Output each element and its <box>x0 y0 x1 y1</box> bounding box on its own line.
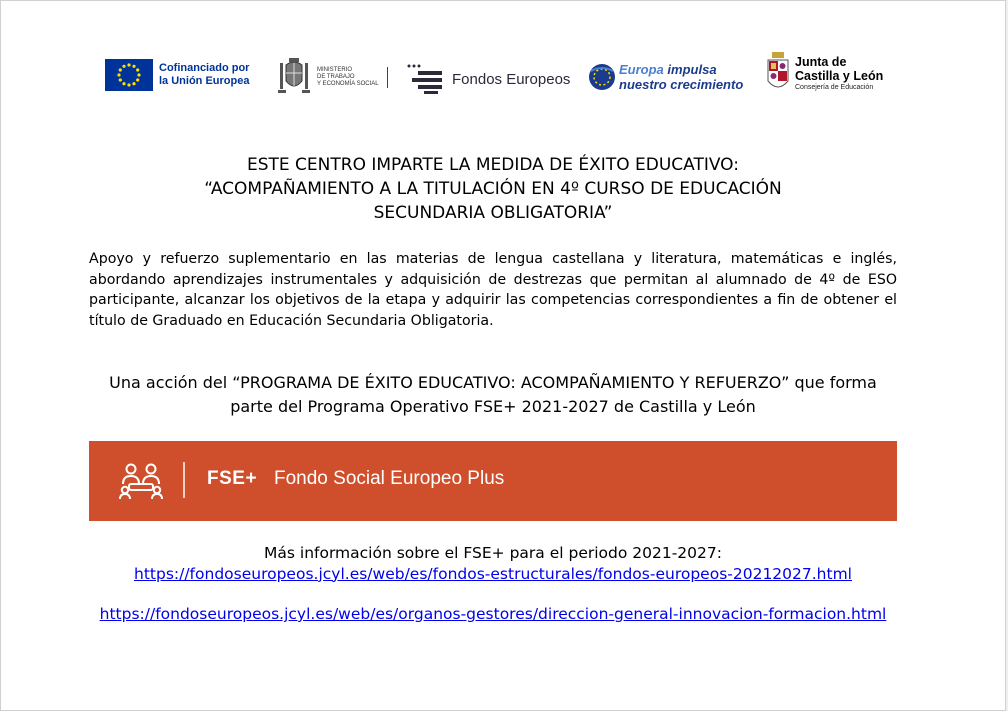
europa-impulsa-logo <box>587 57 743 97</box>
people-group-icon <box>119 462 165 500</box>
fse-plus-name: Fondo Social Europeo Plus <box>274 468 505 489</box>
ministry-line2: DE TRABAJO <box>317 73 355 80</box>
eu-text-line1: Cofinanciado por <box>159 62 250 74</box>
impulsa-word: impulsa <box>667 62 717 77</box>
jcyl-line1: Junta de <box>795 55 847 69</box>
fse-plus-label: FSE+ <box>207 468 258 489</box>
heading-line2: “ACOMPAÑAMIENTO A LA TITULACIÓN EN 4º CURSO DE EDUCACIÓN <box>204 179 782 199</box>
spain-coat-of-arms-icon <box>277 57 311 97</box>
jcyl-line3: Consejería de Educación <box>795 84 874 91</box>
second-link-section <box>89 604 897 625</box>
europa-globe-icon <box>587 57 617 97</box>
organos-gestores-link[interactable]: https://fondoseuropeos.jcyl.es/web/es/organos-gestores/direccion-general-innovacion-formacion.html <box>99 605 887 623</box>
ministry-line3: Y ECONOMÍA SOCIAL <box>317 80 379 87</box>
junta-castilla-leon-logo <box>765 51 883 97</box>
program-paragraph: Una acción del “PROGRAMA DE ÉXITO EDUCATIVO: ACOMPAÑAMIENTO Y REFUERZO” que forma parte del Programa Operativo FSE+ 2021-2027 de Castilla y León <box>109 373 877 416</box>
ministry-logo <box>277 57 388 97</box>
fondos-europeos-icon <box>406 63 444 95</box>
fondos-2021-2027-link[interactable]: https://fondoseuropeos.jcyl.es/web/es/fondos-estructurales/fondos-europeos-20212027.html <box>134 564 852 583</box>
fondos-europeos-logo <box>406 63 570 95</box>
fondos-europeos-text: Fondos Europeos <box>452 70 571 88</box>
logo-strip <box>101 51 901 107</box>
europa-impulsa-line2: nuestro crecimiento <box>619 77 744 92</box>
heading-line3: SECUNDARIA OBLIGATORIA” <box>373 203 613 223</box>
ministry-line1: MINISTERIO <box>317 66 353 73</box>
fse-plus-banner <box>89 441 897 521</box>
jcyl-line2: Castilla y León <box>795 69 884 83</box>
eu-text-line2: la Unión Europea <box>159 75 250 87</box>
castilla-leon-shield-icon <box>765 51 791 97</box>
europa-word: Europa <box>619 62 664 77</box>
info-label: Más información sobre el FSE+ para el periodo 2021-2027: <box>264 544 722 562</box>
heading-line1: ESTE CENTRO IMPARTE LA MEDIDA DE ÉXITO EDUCATIVO: <box>247 155 739 175</box>
eu-flag-icon <box>105 59 153 91</box>
description-paragraph: Apoyo y refuerzo suplementario en las materias de lengua castellana y literatura, matemáticas e inglés, abordando aprendizajes instrumentales y adquisición de destrezas que permitan al alumnado de 4º de ESO participante, alcanzar los objetivos de la etapa y adquirir las competencias correspondientes a fin de obtener el título de Graduado en Educación Secundaria Obligatoria. <box>89 251 897 329</box>
banner-divider <box>183 462 185 498</box>
info-section <box>89 543 897 584</box>
document-heading <box>89 153 897 225</box>
eu-cofunding-logo <box>105 59 249 91</box>
